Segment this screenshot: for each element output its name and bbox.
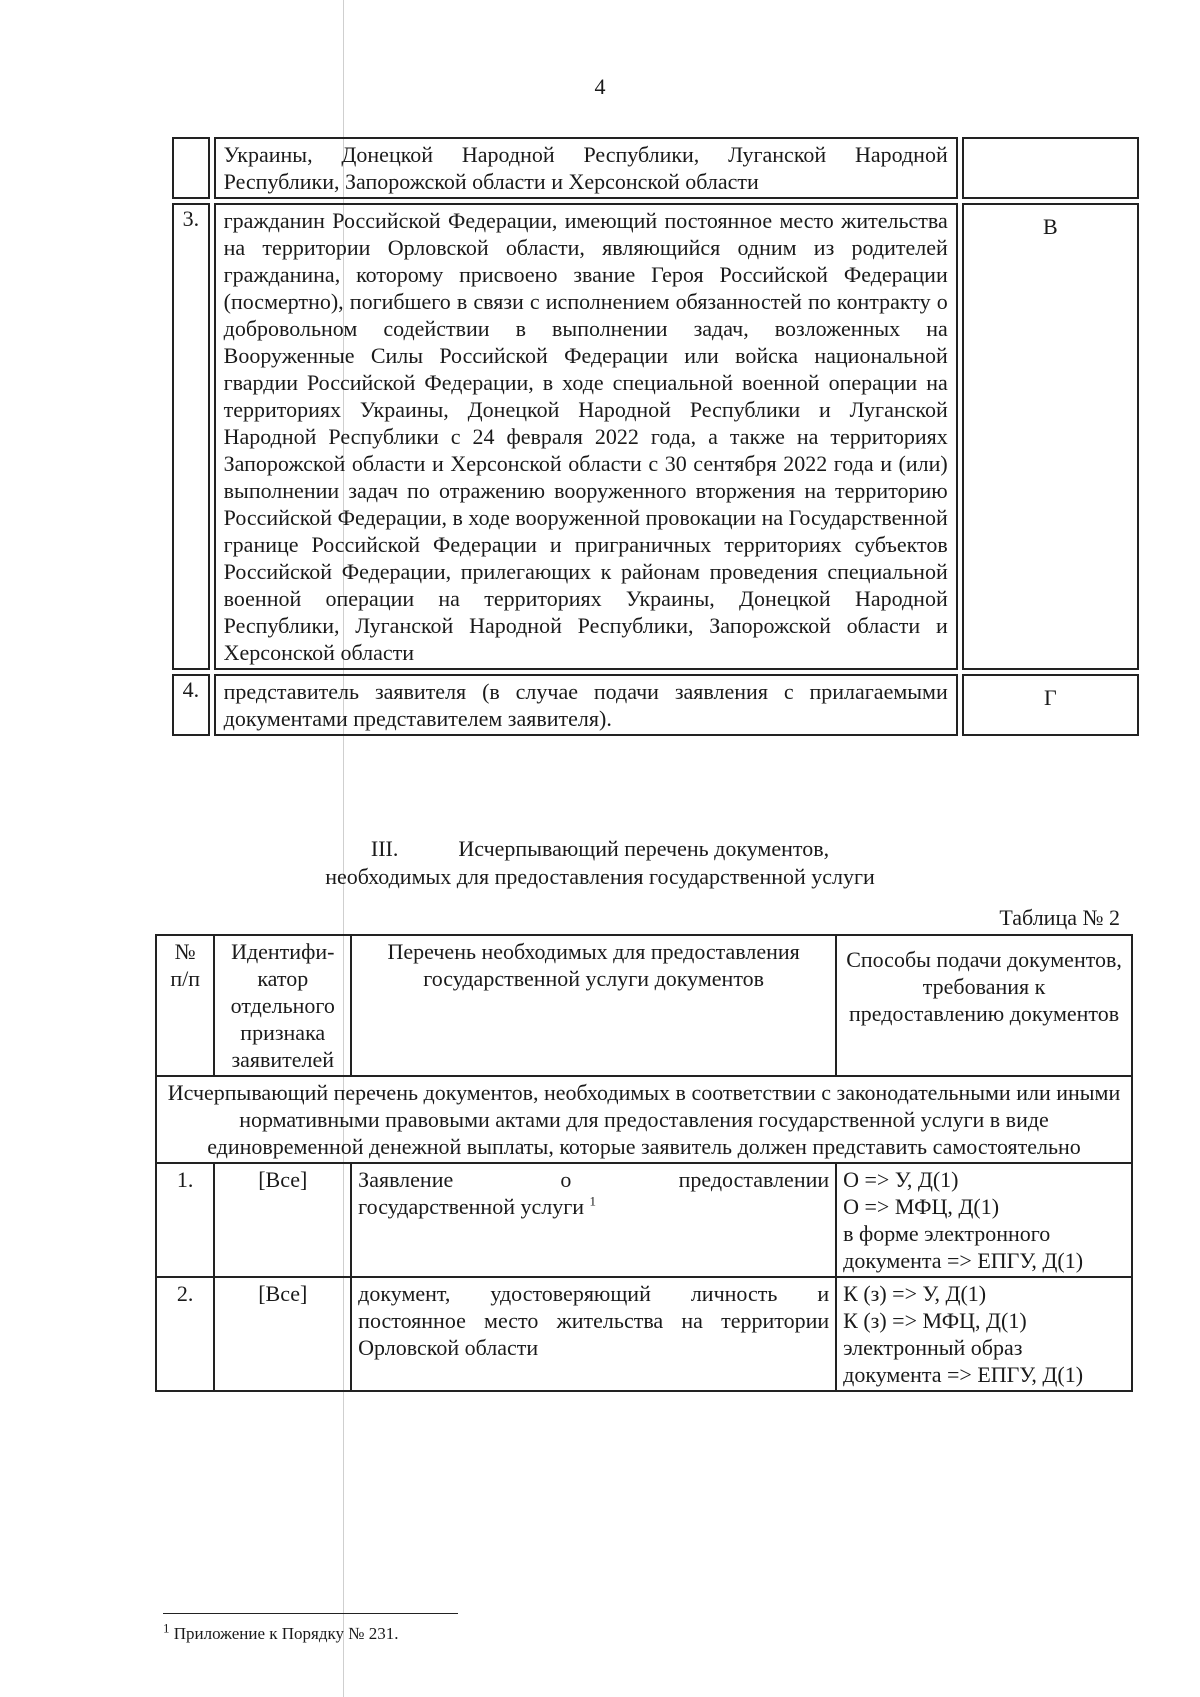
document-line-text: государственной услуги [358,1194,585,1219]
header-number: № п/п [156,935,214,1076]
row-text: представитель заявителя (в случае подачи заявления с прилагаемыми документами представителем заявителя). [214,674,958,736]
page-number: 4 [594,74,606,99]
section-title [0,835,1200,891]
row-number [172,137,210,199]
row-methods [836,1277,1132,1391]
method-line: в форме электронного [843,1221,1051,1246]
row-number: 4. [172,674,210,736]
header-identifier: Идентифи-катор отдельного признака заявителей [214,935,351,1076]
documents-table [155,934,1133,1392]
section-roman-numeral: III. [370,836,399,861]
table-span-row [156,1076,1132,1163]
table-header-row [156,935,1132,1076]
row-document [351,1163,836,1277]
method-line: О => У, Д(1) [843,1167,959,1192]
header-methods: Способы подачи документов, требования к предоставлению документов [836,935,1132,1076]
footnote-mark: 1 [163,1620,170,1636]
table-row [172,674,1139,736]
row-number: 3. [172,203,210,670]
table-row [172,203,1139,670]
table-row [156,1163,1132,1277]
method-line: электронный образ [843,1335,1023,1360]
row-document: документ, удостоверяющий личность и постоянное место жительства на территории Орловской области [351,1277,836,1391]
row-identifier: [Все] [214,1277,351,1391]
footnote [163,1620,399,1644]
row-identifier: [Все] [214,1163,351,1277]
row-text: гражданин Российской Федерации, имеющий постоянное место жительства на территории Орловской области, являющийся одним из родителей гражданина, которому присвоено звание Героя Российской Федерации (посмертно), погибшего в связи с исполнением обязанностей по контракту о добровольном содействии в выполнении задач, возложенных на Вооруженные Силы Российской Федерации или войска национальной гвардии Российской Федерации, в ходе специальной военной операции на территориях Украины, Донецкой Народной Республики и Луганской Народной Республики с 24 февраля 2022 года, а также на территориях Запорожской области и Херсонской области с 30 сентября 2022 года и (или) выполнении задач по отражению вооруженного вторжения на территорию Российской Федерации, в ходе вооруженной провокации на Государственной границе Российской Федерации и приграничных территориях субъектов Российской Федерации, прилегающих к районам проведения специальной военной операции на территориях Украины, Донецкой Народной Республики, Луганской Народной Республики, Запорожской области и Херсонской области [214,203,958,670]
document-line: Заявление о предоставлении [358,1167,830,1192]
method-line: К (з) => У, Д(1) [843,1281,987,1306]
section-title-line1: Исчерпывающий перечень документов, [458,836,830,861]
row-number: 1. [156,1163,214,1277]
header-documents: Перечень необходимых для предоставления государственной услуги документов [351,935,836,1076]
row-number: 2. [156,1277,214,1391]
method-line: О => МФЦ, Д(1) [843,1194,1000,1219]
footnote-reference[interactable]: 1 [589,1193,597,1209]
row-code: Г [962,674,1139,736]
span-row-text: Исчерпывающий перечень документов, необходимых в соответствии с законодательными или иными нормативными правовыми актами для предоставления государственной услуги в виде единовременной денежной выплаты, которые заявитель должен представить самостоятельно [156,1076,1132,1163]
footnote-text: Приложение к Порядку № 231. [173,1624,399,1643]
method-line: документа => ЕПГУ, Д(1) [843,1248,1084,1273]
row-text: Украины, Донецкой Народной Республики, Луганской Народной Республики, Запорожской области и Херсонской области [214,137,958,199]
method-line: К (з) => МФЦ, Д(1) [843,1308,1027,1333]
row-code: В [962,203,1139,670]
applicant-category-table [168,133,1143,740]
row-code [962,137,1139,199]
footnote-divider [163,1613,458,1614]
table-row [172,137,1139,199]
document-line [358,1193,829,1220]
table-label: Таблица № 2 [999,905,1120,930]
method-line: документа => ЕПГУ, Д(1) [843,1362,1084,1387]
table-row [156,1277,1132,1391]
section-title-line2: необходимых для предоставления государственной услуги [325,864,875,889]
row-methods [836,1163,1132,1277]
